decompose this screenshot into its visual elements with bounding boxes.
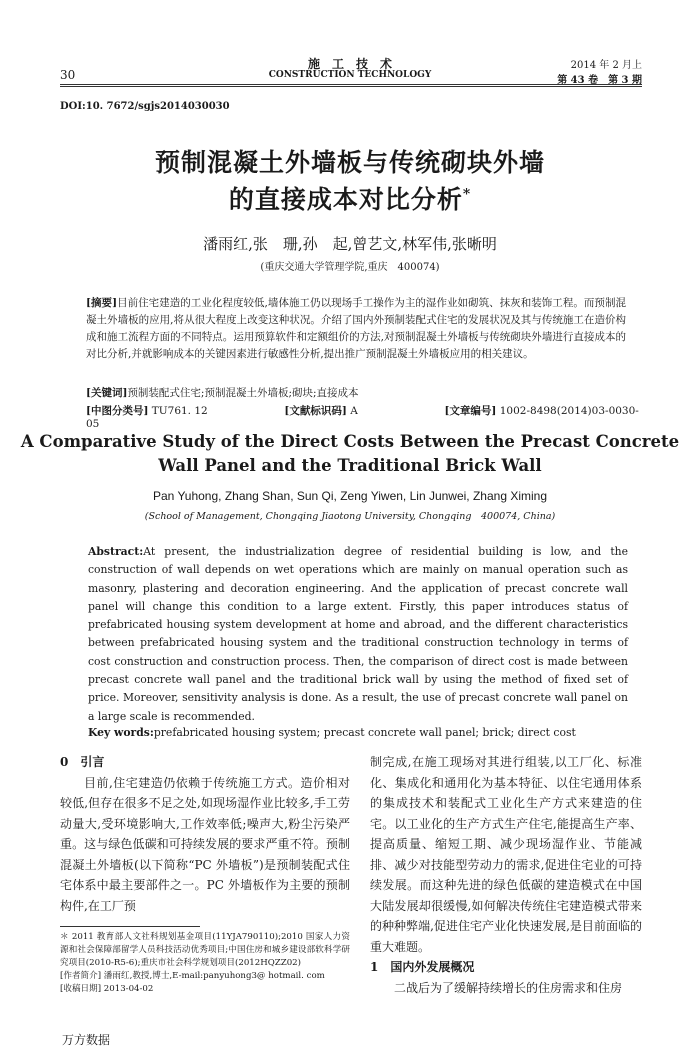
watermark: 万方数据 — [62, 1033, 111, 1047]
left-column — [60, 752, 350, 916]
issue-date: 2014 年 2 月上 — [570, 60, 642, 71]
page-number: 30 — [60, 68, 76, 82]
keywords-en-label: Key words: — [88, 726, 154, 739]
keywords-en — [88, 726, 628, 739]
classification-line — [86, 403, 646, 430]
affiliation-cn: (重庆交通大学管理学院,重庆 400074) — [260, 262, 440, 273]
clc-label: [中图分类号] — [86, 405, 149, 417]
doi: DOI:10. 7672/sgjs2014030030 — [60, 101, 230, 112]
title-en-line1: A Comparative Study of the Direct Costs Between the Precast Concrete — [20, 432, 680, 451]
keywords-en-text: prefabricated housing system; precast concrete wall panel; brick; direct cost — [153, 726, 576, 739]
clc-code: TU761. 12 — [151, 405, 208, 417]
abstract-en-text: At present, the industrialization degree of residential building is low, and the construction of wall depends on wet operations which are mainly on manual operation such as masonry, plastering and decoration engineering. And the application of precast concrete wall panel will change this condition to a large extent. Firstly, this paper introduces status of prefabricated housing system development at home and abroad, and the different characteristics between prefabricated housing system and the traditional construction technology in terms of cost construction and construction process. Then, the comparison of direct cost is made between precast concrete wall panel and the traditional brick wall by using the method of fixed set of price. Moreover, sensitivity analysis is done. As a result, the use of precast concrete wall panel on a large scale is recommended. — [88, 545, 628, 723]
keywords-cn-text: 预制装配式住宅;预制混凝土外墙板;砌块;直接成本 — [127, 387, 359, 399]
authors-cn: 潘雨红,张 珊,孙 起,曾艺文,林军伟,张晰明 — [203, 235, 497, 253]
art-label: [文章编号] — [444, 405, 497, 417]
volume-issue: 第 43 卷 第 3 期 — [557, 75, 642, 86]
title-cn-line1: 预制混凝土外墙板与传统砌块外墙 — [154, 148, 545, 177]
affiliation-en: (School of Management, Chongqing Jiaotong University, Chongqing 400074, China) — [144, 511, 556, 522]
footnote-received: [收稿日期] 2013-04-02 — [60, 984, 154, 994]
title-cn-line2: 的直接成本对比分析* — [228, 185, 472, 214]
right-column — [370, 752, 642, 998]
abstract-en-label: Abstract: — [88, 545, 144, 558]
header-rule — [60, 84, 642, 85]
journal-name-cn: 施 工 技 术 — [307, 57, 392, 71]
section-1-heading: 1 国内外发展概况 — [370, 960, 475, 974]
footnote-author: [作者简介] 潘雨红,教授,博士,E-mail:panyuhong3@ hotmail. com — [60, 971, 325, 981]
intro-paragraph-cont: 制完成,在施工现场对其进行组装,以工厂化、标准化、集成化和通用化为基本特征、以住宅通用体系的集成技术和装配式工业化生产方式来建造的住宅。以工业化的生产方式生产住宅,能提高生产率、提高质量、缩短工期、减少现场湿作业、节能减排、减少对技能型劳动力的需求,促进住宅业的可持续发展。而这种先进的绿色低碳的建造模式在中国大陆发展却很缓慢,如何解决传统住宅建造模式带来的种种弊端,促进住宅产业化快速发展,是目前面临的重大难题。 — [370, 755, 642, 954]
footnote — [60, 931, 350, 996]
abstract-cn — [86, 295, 626, 363]
intro-paragraph: 目前,住宅建造仍依赖于传统施工方式。造价相对较低,但存在很多不足之处,如现场湿作业比较多,手工劳动量大,受环境影响大,工作效率低;噪声大,粉尘污染严重。这与绿色低碳和可持续发展的要求严重不符。预制混凝土外墙板(以下简称“PC 外墙板”)是预制装配式住宅体系中最主要部件之一。PC 外墙板作为主要的预制构件,在工厂预 — [60, 775, 350, 913]
keywords-cn — [86, 385, 626, 400]
section-0-heading: 0 引言 — [60, 755, 105, 769]
header-rule-2 — [60, 86, 642, 87]
footnote-fund: ＊ 2011 教育部人文社科规划基金项目(11YJA790110);2010 国家人力资源和社会保障部留学人员科技活动优秀项目;中国住房和城乡建设部软科学研究项目(2010-R5-6);重庆市社会科学规划项目(2012HQZZ02) — [60, 932, 350, 968]
title-en-line2: Wall Panel and the Traditional Brick Wall — [158, 456, 542, 475]
abstract-cn-label: [摘要] — [86, 297, 118, 309]
footnote-rule — [60, 926, 200, 927]
title-footnote-mark: * — [462, 186, 472, 203]
article-number: 1002-8498(2014)03-0030-05 — [86, 405, 639, 430]
abstract-cn-text: 目前住宅建造的工业化程度较低,墙体施工仍以现场手工操作为主的湿作业如砌筑、抹灰和装饰工程。而预制混凝土外墙板的应用,将从很大程度上改变这种状况。介绍了国内外预制装配式住宅的发展状况及其与传统施工在造价构成和施工流程方面的不同特点。运用预算软件和定额组价的方法,对预制混凝土外墙板与传统砌块外墙进行直接成本的对比分析,并就影响成本的关键因素进行敏感性分析,提出推广预制混凝土外墙板应用的相关建议。 — [86, 297, 627, 360]
section-1-text: 二战后为了缓解持续增长的住房需求和住房 — [394, 980, 623, 995]
doc-label: [文献标识码] — [284, 405, 347, 417]
doc-code: A — [350, 405, 358, 417]
keywords-cn-label: [关键词] — [86, 387, 128, 399]
authors-en: Pan Yuhong, Zhang Shan, Sun Qi, Zeng Yiwen, Lin Junwei, Zhang Ximing — [152, 489, 548, 503]
journal-name-en: CONSTRUCTION TECHNOLOGY — [268, 70, 432, 80]
abstract-en — [88, 543, 628, 726]
